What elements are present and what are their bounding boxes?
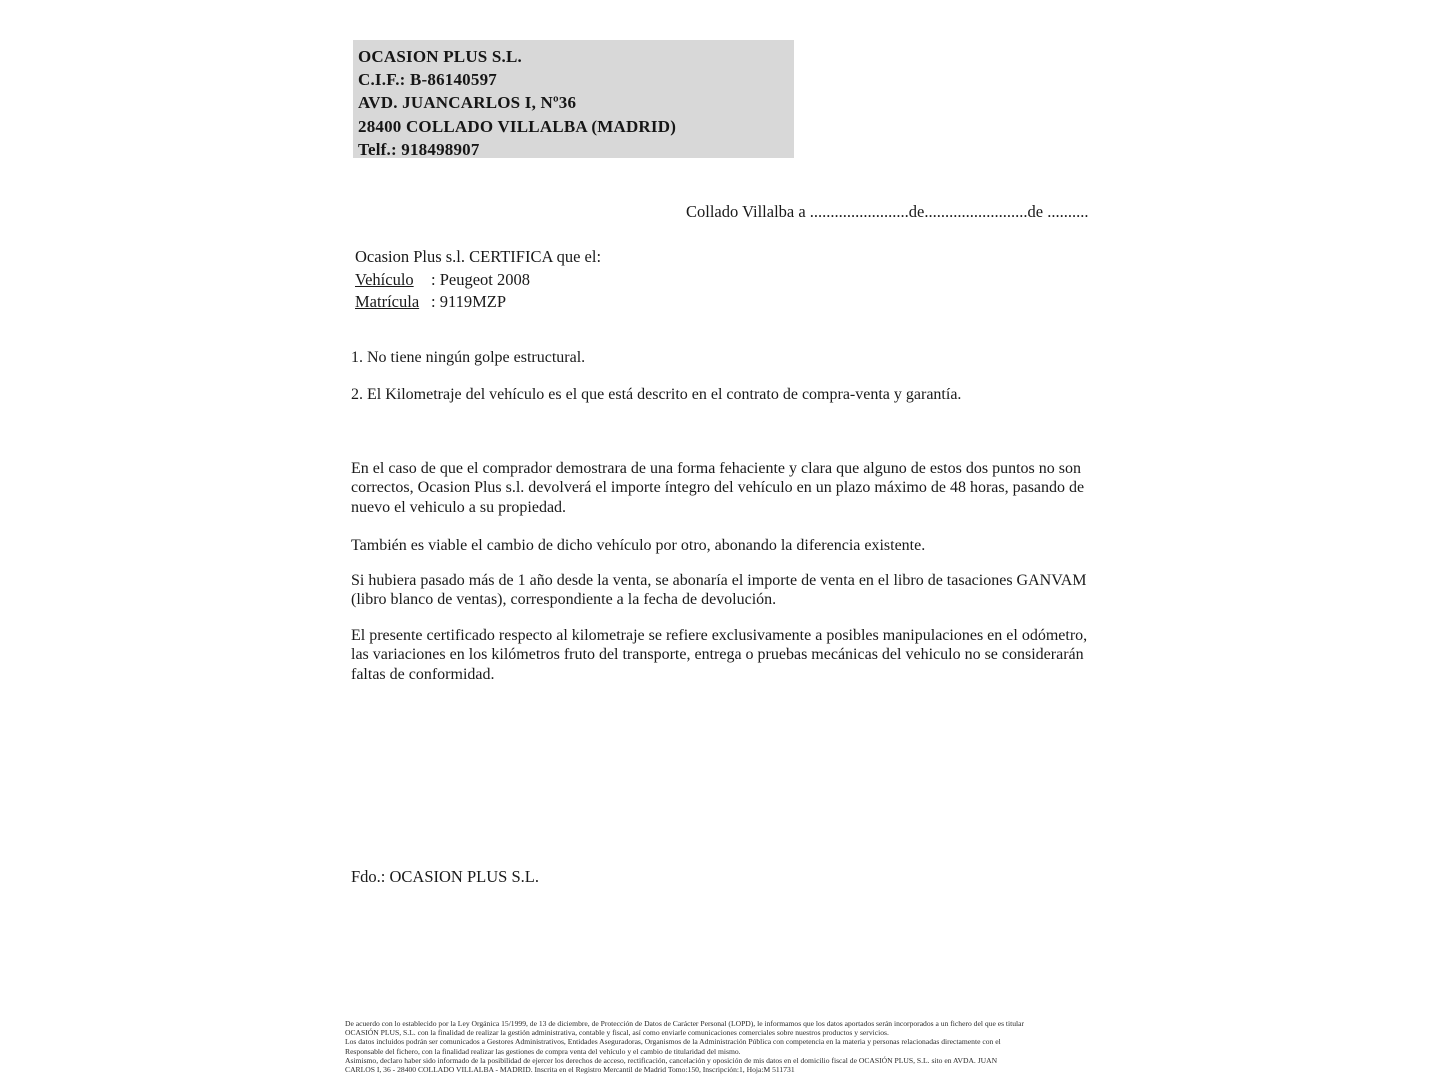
certify-intro: Ocasion Plus s.l. CERTIFICA que el: (355, 247, 602, 266)
legal-line: Asimismo, declaro haber sido informado de la posibilidad de ejercer los derechos de acceso, rectificación, cancelación y oposición de mis datos en el domicilio fiscal de OCASIÓN PLUS, S.L. sito en AVDA. JUAN (345, 1055, 998, 1065)
company-address: AVD. JUANCARLOS I, Nº36 (358, 93, 577, 113)
legal-fine-print (345, 1019, 1097, 1074)
company-header-box (353, 40, 794, 158)
company-city: 28400 COLLADO VILLALBA (MADRID) (358, 116, 677, 136)
legal-line: De acuerdo con lo establecido por la Ley Orgánica 15/1999, de 13 de diciembre, de Protección de Datos de Carácter Personal (LOPD), le informamos que los datos aportados serán incorporados a un fichero del que es titular (345, 1019, 1025, 1028)
company-cif: C.I.F.: B-86140597 (358, 70, 497, 90)
signature-line: Fdo.: OCASION PLUS S.L. (351, 867, 539, 886)
vehicle-value: : Peugeot 2008 (431, 269, 530, 289)
legal-line: Los datos incluidos podrán ser comunicados a Gestores Administrativos, Entidades Aseguradoras, Organismos de la Administración Pública con competencia en la materia y personas relacionadas directamente con el (345, 1037, 1001, 1047)
vehicle-row (355, 269, 601, 292)
paragraph-exchange: También es viable el cambio de dicho vehículo por otro, abonando la diferencia existente. (351, 537, 926, 554)
legal-line: OCASIÓN PLUS, S.L. con la finalidad de realizar la gestión administrativa, contable y fiscal, así como enviarle comunicaciones comerciales sobre nuestros productos y servicios. (345, 1028, 889, 1038)
plate-label: Matrícula (355, 292, 420, 311)
paragraph-ganvam: Si hubiera pasado más de 1 año desde la venta, se abonaría el importe de venta en el libro de tasaciones GANVAM (libro blanco de ventas), correspondiente a la fecha de devolución. (351, 572, 1087, 609)
point-1: 1. No tiene ningún golpe estructural. (351, 349, 586, 366)
plate-value: : 9119MZP (431, 292, 507, 311)
vehicle-label: Vehículo (355, 269, 414, 289)
paragraph-refund: En el caso de que el comprador demostrara de una forma fehaciente y clara que alguno de estos dos puntos no son correctos, Ocasion Plus s.l. devolverá el importe íntegro del vehículo en un plazo máximo de 48 horas, pasando de nuevo el vehiculo a su propiedad. (351, 460, 1085, 516)
plate-row (355, 291, 601, 314)
point-2: 2. El Kilometraje del vehículo es el que está descrito en el contrato de compra-venta y garantía. (351, 386, 962, 403)
company-phone: Telf.: 918498907 (358, 139, 480, 159)
paragraph-odometer: El presente certificado respecto al kilometraje se refiere exclusivamente a posibles manipulaciones en el odómetro, las variaciones en los kilómetros fruto del transporte, entrega o pruebas mecánicas del vehiculo no se considerarán faltas de conformidad. (351, 627, 1088, 683)
date-fill-in-line: Collado Villalba a ........................de.........................de .......... (686, 202, 1089, 221)
company-name: OCASION PLUS S.L. (358, 47, 522, 66)
certification-block (355, 246, 601, 314)
legal-line: Responsable del fichero, con la finalidad realizar las gestiones de compra venta del vehículo y el cambio de titularidad del mismo. (345, 1046, 741, 1056)
legal-line: CARLOS I, 36 - 28400 COLLADO VILLALBA - MADRID. Inscrita en el Registro Mercantil de Madrid Tomo:150, Inscripción:1, Hoja:M 511731 (345, 1065, 795, 1075)
